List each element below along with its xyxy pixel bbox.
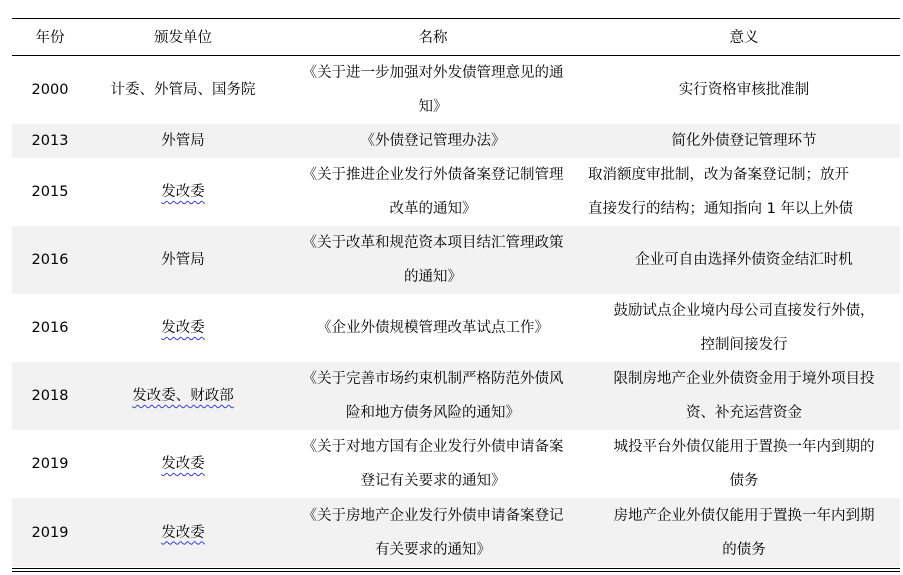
significance-cell	[588, 362, 900, 430]
name-line: 《外债登记管理办法》	[360, 133, 506, 149]
significance-line: 企业可自由选择外债资金结汇时机	[635, 252, 853, 268]
header-year: 年份	[35, 30, 65, 46]
name-cell	[278, 294, 588, 362]
issuer-cell: 外管局	[161, 133, 205, 149]
name-line: 《关于改革和规范资本项目结汇管理政策	[302, 235, 564, 251]
issuer-cell	[88, 498, 278, 567]
significance-line: 限制房地产企业外债资金用于境外项目投	[613, 371, 875, 387]
year-cell: 2019	[31, 524, 69, 541]
significance-line: 房地产企业外债仅能用于置换一年内到期	[613, 507, 875, 524]
table-row	[12, 226, 900, 294]
year-cell: 2016	[31, 320, 69, 336]
name-line: 险和地方债务风险的通知》	[346, 405, 520, 421]
name-cell	[278, 124, 588, 158]
issuer-text: 发改委	[161, 184, 205, 200]
name-line: 《关于完善市场约束机制严格防范外债风	[302, 371, 564, 387]
name-cell	[278, 56, 588, 124]
year-cell: 2019	[31, 456, 69, 472]
significance-line: 资、补充运营资金	[686, 405, 802, 421]
name-line: 的通知》	[404, 269, 462, 285]
table-row	[12, 124, 900, 158]
significance-cell	[588, 430, 900, 498]
significance-line: 鼓励试点企业境内母公司直接发行外债，	[613, 303, 875, 319]
year-cell: 2018	[31, 388, 69, 404]
table-row	[12, 430, 900, 498]
header-name: 名称	[418, 30, 448, 46]
year-cell: 2016	[31, 252, 69, 268]
name-line: 登记有关要求的通知》	[360, 473, 506, 489]
issuer-cell: 外管局	[161, 252, 205, 268]
year-cell: 2015	[31, 184, 69, 200]
name-line: 《关于房地产企业发行外债申请备案登记	[302, 507, 564, 524]
name-cell	[278, 158, 588, 226]
table-row	[12, 56, 900, 124]
name-line: 知》	[418, 99, 448, 115]
significance-cell	[588, 498, 900, 567]
table-row	[12, 498, 900, 567]
name-cell	[278, 226, 588, 294]
name-line: 《企业外债规模管理改革试点工作》	[317, 320, 549, 336]
year-cell: 2000	[31, 82, 69, 98]
significance-cell	[588, 124, 900, 158]
significance-line: 取消额度审批制，改为备案登记制；放开	[588, 167, 849, 183]
issuer-cell	[88, 362, 278, 430]
significance-line: 债务	[729, 473, 759, 489]
significance-line: 的债务	[722, 541, 766, 558]
issuer-cell	[88, 430, 278, 498]
table-bottom-rule	[12, 568, 900, 569]
significance-line: 简化外债登记管理环节	[671, 133, 817, 149]
table-row	[12, 294, 900, 362]
table-row	[12, 362, 900, 430]
name-line: 《关于对地方国有企业发行外债申请备案	[302, 439, 564, 455]
significance-cell	[588, 226, 900, 294]
name-line: 有关要求的通知》	[375, 541, 491, 558]
significance-line: 直接发行的结构；通知指向 1 年以上外债	[588, 201, 853, 217]
name-cell	[278, 362, 588, 430]
issuer-text: 发改委、财政部	[132, 388, 234, 404]
significance-cell	[588, 56, 900, 124]
issuer-text: 发改委	[161, 456, 205, 472]
table-row	[12, 158, 900, 226]
issuer-text: 发改委	[161, 524, 205, 541]
issuer-cell	[88, 294, 278, 362]
name-cell	[278, 498, 588, 567]
issuer-text: 发改委	[161, 320, 205, 336]
significance-line: 实行资格审核批准制	[678, 82, 810, 98]
significance-cell	[588, 158, 900, 226]
significance-line: 城投平台外债仅能用于置换一年内到期的	[613, 439, 875, 455]
significance-cell	[588, 294, 900, 362]
name-line: 《关于进一步加强对外发债管理意见的通	[302, 65, 564, 81]
header-significance: 意义	[729, 30, 759, 46]
header-issuer: 颁发单位	[154, 30, 212, 46]
table-bottom-double-rule	[12, 571, 900, 572]
year-cell: 2013	[31, 133, 69, 149]
issuer-cell	[88, 158, 278, 226]
name-line: 改革的通知》	[389, 201, 477, 217]
name-cell	[278, 430, 588, 498]
name-line: 《关于推进企业发行外债备案登记制管理	[302, 167, 564, 183]
significance-line: 控制间接发行	[700, 337, 788, 353]
issuer-cell: 计委、外管局、国务院	[110, 82, 256, 98]
